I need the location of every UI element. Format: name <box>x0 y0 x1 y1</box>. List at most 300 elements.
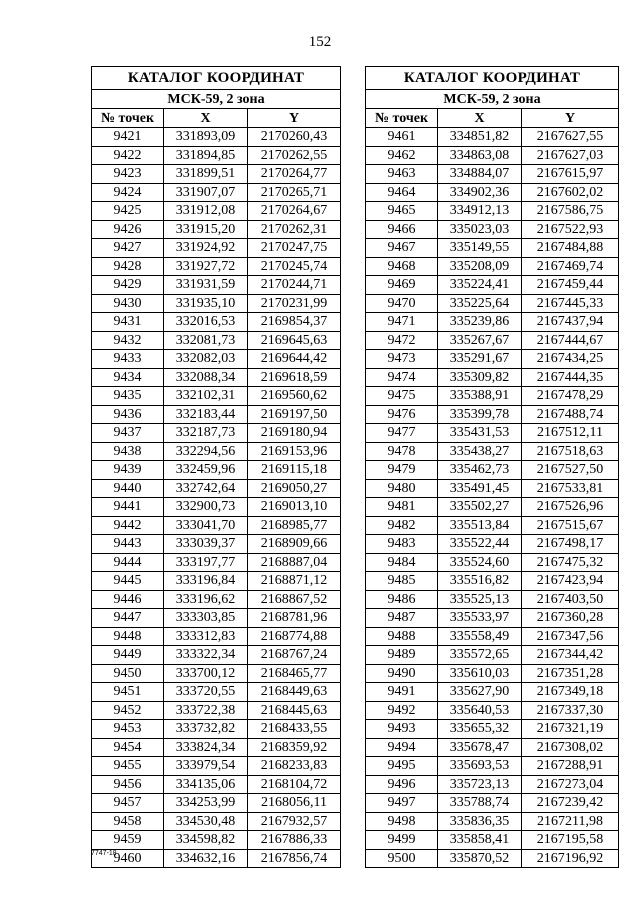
table-row <box>366 442 619 461</box>
cell-point-number: 9426 <box>92 220 164 239</box>
cell-point-number: 9435 <box>92 387 164 406</box>
cell-point-number: 9444 <box>92 553 164 572</box>
cell-y: 2167627,03 <box>522 146 619 165</box>
cell-y: 2167434,25 <box>522 350 619 369</box>
cell-point-number: 9459 <box>92 831 164 850</box>
cell-point-number: 9465 <box>366 202 438 221</box>
cell-point-number: 9456 <box>92 775 164 794</box>
cell-y: 2168781,96 <box>248 609 341 628</box>
table-row <box>366 276 619 295</box>
cell-point-number: 9457 <box>92 794 164 813</box>
table-row <box>92 757 341 776</box>
cell-point-number: 9432 <box>92 331 164 350</box>
table-row <box>92 331 341 350</box>
cell-y: 2169560,62 <box>248 387 341 406</box>
cell-y: 2167337,30 <box>522 701 619 720</box>
cell-y: 2168104,72 <box>248 775 341 794</box>
cell-point-number: 9472 <box>366 331 438 350</box>
cell-point-number: 9490 <box>366 664 438 683</box>
cell-point-number: 9494 <box>366 738 438 757</box>
cell-y: 2168871,12 <box>248 572 341 591</box>
cell-x: 335723,13 <box>438 775 522 794</box>
cell-x: 335788,74 <box>438 794 522 813</box>
cell-x: 334912,13 <box>438 202 522 221</box>
cell-y: 2167437,94 <box>522 313 619 332</box>
table-row <box>92 775 341 794</box>
cell-y: 2169115,18 <box>248 461 341 480</box>
table-row <box>92 535 341 554</box>
cell-point-number: 9473 <box>366 350 438 369</box>
cell-y: 2167512,11 <box>522 424 619 443</box>
cell-x: 335291,67 <box>438 350 522 369</box>
table-row <box>92 646 341 665</box>
cell-x: 335640,53 <box>438 701 522 720</box>
cell-y: 2167423,94 <box>522 572 619 591</box>
cell-x: 335525,13 <box>438 590 522 609</box>
table-row <box>366 609 619 628</box>
cell-x: 333720,55 <box>164 683 248 702</box>
cell-x: 333824,34 <box>164 738 248 757</box>
cell-point-number: 9488 <box>366 627 438 646</box>
cell-x: 335149,55 <box>438 239 522 258</box>
cell-point-number: 9492 <box>366 701 438 720</box>
cell-y: 2168774,88 <box>248 627 341 646</box>
cell-point-number: 9450 <box>92 664 164 683</box>
cell-x: 335225,64 <box>438 294 522 313</box>
cell-point-number: 9463 <box>366 165 438 184</box>
cell-x: 333979,54 <box>164 757 248 776</box>
cell-y: 2167351,28 <box>522 664 619 683</box>
table-row <box>366 627 619 646</box>
cell-y: 2167347,56 <box>522 627 619 646</box>
cell-x: 333041,70 <box>164 516 248 535</box>
table-row <box>366 757 619 776</box>
cell-point-number: 9486 <box>366 590 438 609</box>
cell-x: 331931,59 <box>164 276 248 295</box>
left-coordinate-catalog <box>91 66 341 868</box>
cell-point-number: 9496 <box>366 775 438 794</box>
cell-y: 2168449,63 <box>248 683 341 702</box>
cell-x: 335610,03 <box>438 664 522 683</box>
table-row <box>92 405 341 424</box>
table-row <box>366 572 619 591</box>
cell-x: 332082,03 <box>164 350 248 369</box>
catalog-zone: МСК-59, 2 зона <box>366 90 619 109</box>
table-row <box>366 368 619 387</box>
column-header-point-number: № точек <box>366 109 438 128</box>
cell-y: 2169644,42 <box>248 350 341 369</box>
cell-point-number: 9453 <box>92 720 164 739</box>
cell-point-number: 9470 <box>366 294 438 313</box>
table-row <box>92 313 341 332</box>
cell-x: 335870,52 <box>438 849 522 868</box>
cell-point-number: 9498 <box>366 812 438 831</box>
cell-x: 331935,10 <box>164 294 248 313</box>
cell-x: 333303,85 <box>164 609 248 628</box>
cell-x: 334632,16 <box>164 849 248 868</box>
table-row <box>366 202 619 221</box>
table-row <box>92 553 341 572</box>
cell-point-number: 9483 <box>366 535 438 554</box>
table-row <box>92 812 341 831</box>
cell-x: 335627,90 <box>438 683 522 702</box>
cell-point-number: 9447 <box>92 609 164 628</box>
cell-x: 331899,51 <box>164 165 248 184</box>
cell-y: 2169153,96 <box>248 442 341 461</box>
right-coordinate-catalog <box>365 66 619 868</box>
cell-y: 2167211,98 <box>522 812 619 831</box>
cell-y: 2170260,43 <box>248 128 341 147</box>
cell-point-number: 9474 <box>366 368 438 387</box>
column-header-y: Y <box>522 109 619 128</box>
cell-x: 331894,85 <box>164 146 248 165</box>
cell-y: 2170231,99 <box>248 294 341 313</box>
cell-point-number: 9445 <box>92 572 164 591</box>
cell-x: 331907,07 <box>164 183 248 202</box>
cell-x: 335572,65 <box>438 646 522 665</box>
cell-y: 2167196,92 <box>522 849 619 868</box>
cell-y: 2167627,55 <box>522 128 619 147</box>
cell-y: 2168445,63 <box>248 701 341 720</box>
cell-point-number: 9481 <box>366 498 438 517</box>
table-row <box>92 516 341 535</box>
table-row <box>366 683 619 702</box>
cell-point-number: 9480 <box>366 479 438 498</box>
cell-x: 335388,91 <box>438 387 522 406</box>
cell-point-number: 9427 <box>92 239 164 258</box>
cell-y: 2167308,02 <box>522 738 619 757</box>
cell-x: 335431,53 <box>438 424 522 443</box>
cell-y: 2167498,17 <box>522 535 619 554</box>
table-row <box>92 831 341 850</box>
cell-x: 331893,09 <box>164 128 248 147</box>
cell-y: 2167403,50 <box>522 590 619 609</box>
cell-y: 2168867,52 <box>248 590 341 609</box>
cell-point-number: 9482 <box>366 516 438 535</box>
cell-x: 335655,32 <box>438 720 522 739</box>
cell-y: 2167586,75 <box>522 202 619 221</box>
table-row <box>366 701 619 720</box>
cell-point-number: 9462 <box>366 146 438 165</box>
cell-point-number: 9430 <box>92 294 164 313</box>
cell-x: 331924,92 <box>164 239 248 258</box>
cell-x: 335438,27 <box>438 442 522 461</box>
cell-x: 335399,78 <box>438 405 522 424</box>
column-header-x: X <box>438 109 522 128</box>
cell-y: 2169013,10 <box>248 498 341 517</box>
cell-y: 2167932,57 <box>248 812 341 831</box>
table-row <box>92 664 341 683</box>
cell-x: 334530,48 <box>164 812 248 831</box>
cell-x: 334902,36 <box>438 183 522 202</box>
table-row <box>366 646 619 665</box>
table-row <box>92 701 341 720</box>
cell-y: 2167459,44 <box>522 276 619 295</box>
column-header-point-number: № точек <box>92 109 164 128</box>
cell-point-number: 9458 <box>92 812 164 831</box>
cell-x: 335836,35 <box>438 812 522 831</box>
cell-x: 332081,73 <box>164 331 248 350</box>
table-row <box>92 590 341 609</box>
catalog-title: КАТАЛОГ КООРДИНАТ <box>92 67 341 90</box>
cell-x: 335513,84 <box>438 516 522 535</box>
cell-y: 2167602,02 <box>522 183 619 202</box>
cell-point-number: 9448 <box>92 627 164 646</box>
table-row <box>366 331 619 350</box>
table-row <box>366 479 619 498</box>
cell-point-number: 9425 <box>92 202 164 221</box>
cell-x: 334884,07 <box>438 165 522 184</box>
cell-point-number: 9468 <box>366 257 438 276</box>
cell-y: 2169618,59 <box>248 368 341 387</box>
cell-x: 332459,96 <box>164 461 248 480</box>
cell-x: 335858,41 <box>438 831 522 850</box>
cell-y: 2168909,66 <box>248 535 341 554</box>
cell-y: 2167615,97 <box>522 165 619 184</box>
cell-x: 335462,73 <box>438 461 522 480</box>
table-row <box>366 405 619 424</box>
table-row <box>366 128 619 147</box>
cell-y: 2167478,29 <box>522 387 619 406</box>
table-row <box>92 276 341 295</box>
cell-y: 2170247,75 <box>248 239 341 258</box>
cell-y: 2170244,71 <box>248 276 341 295</box>
table-row <box>92 202 341 221</box>
cell-y: 2168767,24 <box>248 646 341 665</box>
table-row <box>92 350 341 369</box>
table-row <box>366 775 619 794</box>
cell-point-number: 9455 <box>92 757 164 776</box>
cell-y: 2169645,63 <box>248 331 341 350</box>
cell-x: 335533,97 <box>438 609 522 628</box>
cell-point-number: 9454 <box>92 738 164 757</box>
cell-x: 335522,44 <box>438 535 522 554</box>
cell-x: 332742,64 <box>164 479 248 498</box>
cell-x: 331915,20 <box>164 220 248 239</box>
cell-point-number: 9446 <box>92 590 164 609</box>
cell-x: 332183,44 <box>164 405 248 424</box>
cell-x: 333039,37 <box>164 535 248 554</box>
cell-point-number: 9434 <box>92 368 164 387</box>
cell-point-number: 9487 <box>366 609 438 628</box>
table-row <box>366 294 619 313</box>
cell-x: 333732,82 <box>164 720 248 739</box>
cell-x: 333197,77 <box>164 553 248 572</box>
cell-point-number: 9477 <box>366 424 438 443</box>
table-row <box>92 128 341 147</box>
cell-y: 2167527,50 <box>522 461 619 480</box>
table-row <box>366 498 619 517</box>
column-header-x: X <box>164 109 248 128</box>
cell-point-number: 9440 <box>92 479 164 498</box>
cell-y: 2170262,31 <box>248 220 341 239</box>
cell-point-number: 9423 <box>92 165 164 184</box>
cell-point-number: 9422 <box>92 146 164 165</box>
cell-point-number: 9460 <box>92 849 164 868</box>
cell-point-number: 9491 <box>366 683 438 702</box>
cell-y: 2167522,93 <box>522 220 619 239</box>
table-row <box>366 664 619 683</box>
cell-point-number: 9495 <box>366 757 438 776</box>
cell-x: 332294,56 <box>164 442 248 461</box>
cell-point-number: 9452 <box>92 701 164 720</box>
cell-point-number: 9437 <box>92 424 164 443</box>
cell-x: 333700,12 <box>164 664 248 683</box>
cell-y: 2167515,67 <box>522 516 619 535</box>
cell-y: 2169050,27 <box>248 479 341 498</box>
table-row <box>92 294 341 313</box>
cell-x: 335516,82 <box>438 572 522 591</box>
table-row <box>92 794 341 813</box>
cell-point-number: 9466 <box>366 220 438 239</box>
cell-x: 332102,31 <box>164 387 248 406</box>
cell-y: 2170262,55 <box>248 146 341 165</box>
cell-x: 334253,99 <box>164 794 248 813</box>
cell-point-number: 9442 <box>92 516 164 535</box>
cell-point-number: 9493 <box>366 720 438 739</box>
cell-y: 2167444,35 <box>522 368 619 387</box>
table-row <box>92 572 341 591</box>
table-row <box>92 165 341 184</box>
cell-point-number: 9469 <box>366 276 438 295</box>
cell-y: 2167526,96 <box>522 498 619 517</box>
table-row <box>92 849 341 868</box>
cell-x: 331927,72 <box>164 257 248 276</box>
cell-x: 334863,08 <box>438 146 522 165</box>
table-row <box>92 720 341 739</box>
cell-y: 2170265,71 <box>248 183 341 202</box>
cell-point-number: 9484 <box>366 553 438 572</box>
table-row <box>366 516 619 535</box>
cell-x: 335693,53 <box>438 757 522 776</box>
cell-y: 2167321,19 <box>522 720 619 739</box>
cell-y: 2170264,67 <box>248 202 341 221</box>
cell-x: 335023,03 <box>438 220 522 239</box>
cell-y: 2167360,28 <box>522 609 619 628</box>
table-row <box>92 461 341 480</box>
cell-y: 2170245,74 <box>248 257 341 276</box>
cell-x: 333722,38 <box>164 701 248 720</box>
cell-point-number: 9485 <box>366 572 438 591</box>
cell-point-number: 9489 <box>366 646 438 665</box>
cell-point-number: 9428 <box>92 257 164 276</box>
table-row <box>366 738 619 757</box>
cell-x: 335208,09 <box>438 257 522 276</box>
cell-point-number: 9449 <box>92 646 164 665</box>
table-row <box>92 183 341 202</box>
cell-point-number: 9439 <box>92 461 164 480</box>
cell-y: 2168233,83 <box>248 757 341 776</box>
table-row <box>366 535 619 554</box>
cell-point-number: 9438 <box>92 442 164 461</box>
cell-point-number: 9431 <box>92 313 164 332</box>
cell-y: 2168465,77 <box>248 664 341 683</box>
cell-point-number: 9476 <box>366 405 438 424</box>
cell-x: 335309,82 <box>438 368 522 387</box>
table-row <box>92 239 341 258</box>
catalog-zone: МСК-59, 2 зона <box>92 90 341 109</box>
cell-y: 2168056,11 <box>248 794 341 813</box>
cell-y: 2168985,77 <box>248 516 341 535</box>
cell-point-number: 9475 <box>366 387 438 406</box>
cell-point-number: 9433 <box>92 350 164 369</box>
cell-y: 2168359,92 <box>248 738 341 757</box>
cell-x: 335678,47 <box>438 738 522 757</box>
cell-y: 2167856,74 <box>248 849 341 868</box>
cell-x: 334135,06 <box>164 775 248 794</box>
table-row <box>92 627 341 646</box>
table-row <box>366 590 619 609</box>
cell-x: 332900,73 <box>164 498 248 517</box>
cell-y: 2167349,18 <box>522 683 619 702</box>
cell-y: 2169854,37 <box>248 313 341 332</box>
cell-point-number: 9424 <box>92 183 164 202</box>
table-row <box>92 146 341 165</box>
table-row <box>92 220 341 239</box>
table-row <box>366 831 619 850</box>
cell-y: 2167518,63 <box>522 442 619 461</box>
cell-y: 2167273,04 <box>522 775 619 794</box>
cell-y: 2167239,42 <box>522 794 619 813</box>
cell-x: 333196,84 <box>164 572 248 591</box>
cell-x: 335267,67 <box>438 331 522 350</box>
cell-point-number: 9429 <box>92 276 164 295</box>
cell-point-number: 9497 <box>366 794 438 813</box>
table-row <box>92 683 341 702</box>
column-header-y: Y <box>248 109 341 128</box>
cell-point-number: 9500 <box>366 849 438 868</box>
cell-y: 2169197,50 <box>248 405 341 424</box>
table-row <box>366 461 619 480</box>
table-row <box>366 165 619 184</box>
table-row <box>92 479 341 498</box>
cell-y: 2170264,77 <box>248 165 341 184</box>
table-row <box>92 442 341 461</box>
cell-y: 2167488,74 <box>522 405 619 424</box>
table-row <box>366 720 619 739</box>
cell-point-number: 9471 <box>366 313 438 332</box>
cell-point-number: 9499 <box>366 831 438 850</box>
cell-point-number: 9479 <box>366 461 438 480</box>
cell-y: 2168433,55 <box>248 720 341 739</box>
table-row <box>92 387 341 406</box>
table-row <box>366 146 619 165</box>
cell-point-number: 9461 <box>366 128 438 147</box>
cell-x: 331912,08 <box>164 202 248 221</box>
footer-code: 7747-18 <box>91 850 117 857</box>
page-number: 152 <box>308 34 332 50</box>
table-row <box>366 553 619 572</box>
cell-x: 335524,60 <box>438 553 522 572</box>
table-row <box>366 313 619 332</box>
cell-y: 2167445,33 <box>522 294 619 313</box>
table-row <box>366 387 619 406</box>
cell-y: 2167288,91 <box>522 757 619 776</box>
table-row <box>92 498 341 517</box>
table-row <box>366 220 619 239</box>
cell-x: 335224,41 <box>438 276 522 295</box>
cell-point-number: 9478 <box>366 442 438 461</box>
cell-y: 2167533,81 <box>522 479 619 498</box>
table-row <box>366 794 619 813</box>
table-row <box>366 257 619 276</box>
cell-y: 2167886,33 <box>248 831 341 850</box>
cell-point-number: 9441 <box>92 498 164 517</box>
cell-x: 333322,34 <box>164 646 248 665</box>
table-row <box>92 424 341 443</box>
cell-x: 332187,73 <box>164 424 248 443</box>
table-row <box>92 738 341 757</box>
